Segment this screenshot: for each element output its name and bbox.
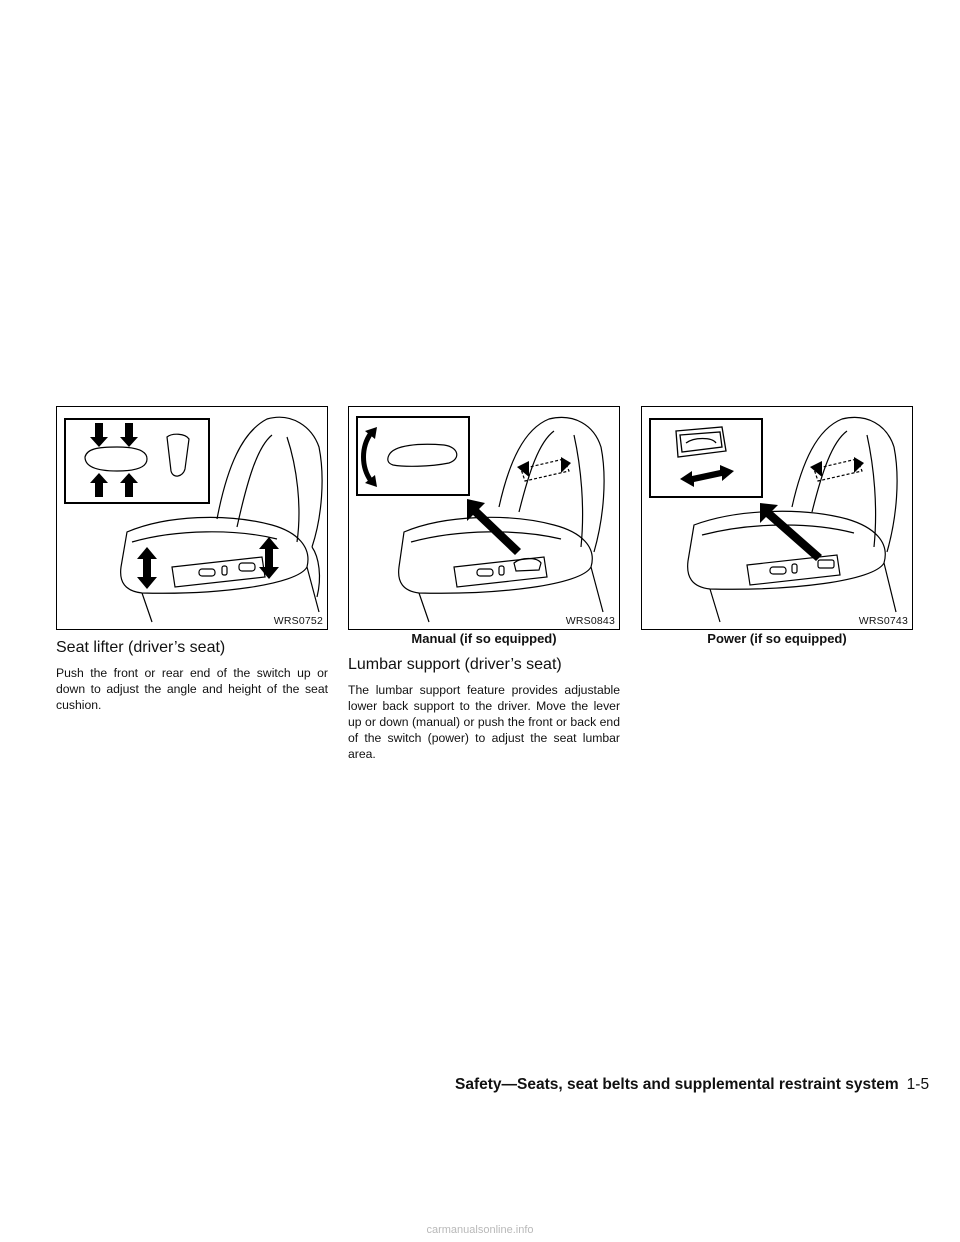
footer-section-title: Safety—Seats, seat belts and supplemental restraint system — [455, 1076, 899, 1093]
seat-lifter-body: Push the front or rear end of the switch up or down to adjust the angle and height of the seat cushion. — [56, 666, 328, 712]
seat-lifter-figure — [56, 406, 328, 630]
lumbar-power-figure — [641, 406, 913, 630]
figure-code: WRS0743 — [858, 615, 908, 627]
lumbar-power-illustration — [642, 407, 912, 629]
lumbar-manual-illustration — [349, 407, 619, 629]
lumbar-support-body: The lumbar support feature provides adjustable lower back support to the driver. Move the lever up or down (manual) or push the front or back end of the switch (power) to adjust the seat lumbar area. — [348, 683, 620, 761]
power-caption: Power (if so equipped) — [707, 631, 847, 646]
manual-caption: Manual (if so equipped) — [411, 631, 557, 646]
lumbar-power-column — [641, 406, 913, 646]
page-number: 1-5 — [906, 1076, 930, 1093]
seat-lifter-column — [56, 406, 328, 713]
figure-code: WRS0843 — [565, 615, 615, 627]
seat-lifter-illustration — [57, 407, 327, 629]
page-footer — [455, 1076, 930, 1094]
lumbar-manual-figure — [348, 406, 620, 630]
seat-lifter-heading: Seat lifter (driver’s seat) — [56, 639, 226, 656]
figure-code: WRS0752 — [273, 615, 323, 627]
lumbar-support-heading: Lumbar support (driver’s seat) — [348, 656, 562, 673]
watermark: carmanualsonline.info — [426, 1224, 534, 1236]
lumbar-manual-column — [348, 406, 620, 762]
